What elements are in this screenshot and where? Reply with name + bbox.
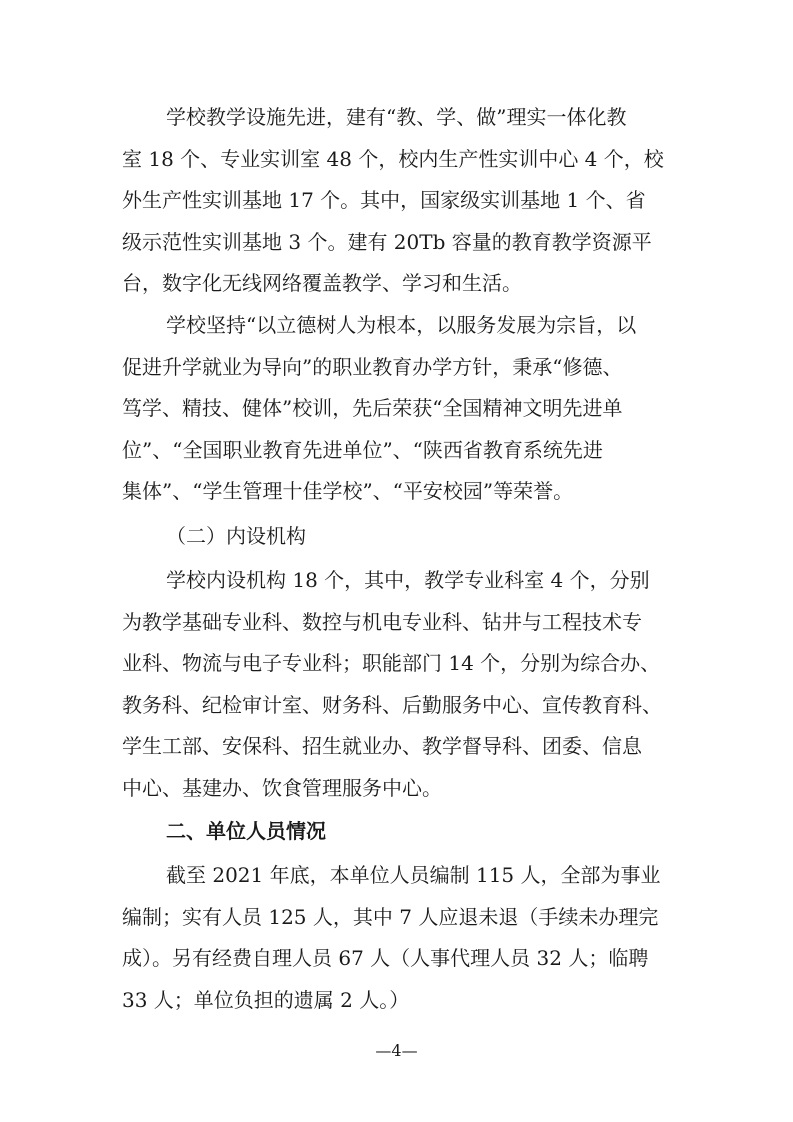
page-number: —4— xyxy=(375,1041,418,1060)
paragraph-organization xyxy=(122,560,682,809)
section-heading-internal-organization: （二）内设机构 xyxy=(166,524,306,548)
text-line: 学校内设机构 18 个，其中，教学专业科室 4 个，分别 xyxy=(166,568,650,592)
text-line: 教务科、纪检审计室、财务科、后勤服务中心、宣传教育科、 xyxy=(122,692,662,717)
text-line: 中心、基建办、饮食管理服务中心。 xyxy=(122,775,442,800)
text-line: 学校坚持“以立德树人为根本，以服务发展为宗旨，以 xyxy=(166,313,637,337)
text-line: 33 人；单位负担的遗属 2 人。） xyxy=(122,987,410,1012)
text-line: 编制；实有人员 125 人，其中 7 人应退未退（手续未办理完 xyxy=(122,904,659,929)
text-line: 为教学基础专业科、数控与机电专业科、钻井与工程技术专 xyxy=(122,609,642,634)
text-line: 成）。另有经费自理人员 67 人（人事代理人员 32 人；临聘 xyxy=(122,946,649,970)
paragraph-personnel xyxy=(122,855,682,1021)
text-line: 室 18 个、专业实训室 48 个，校内生产性实训中心 4 个，校 xyxy=(122,146,664,171)
paragraph-philosophy xyxy=(122,305,682,513)
text-line: 集体”、“学生管理十佳学校”、“平安校园”等荣誉。 xyxy=(122,479,574,503)
text-line: 外生产性实训基地 17 个。其中，国家级实训基地 1 个、省 xyxy=(122,188,646,212)
text-line: 促进升学就业为导向”的职业教育办学方针，秉承“修德、 xyxy=(122,354,623,379)
text-line: 业科、物流与电子专业科；职能部门 14 个，分别为综合办、 xyxy=(122,651,661,675)
text-line: 级示范性实训基地 3 个。建有 20Tb 容量的教育教学资源平 xyxy=(122,229,652,254)
text-line: 台，数字化无线网络覆盖教学、学习和生活。 xyxy=(122,271,522,295)
paragraph-facilities xyxy=(122,97,682,305)
text-line: 笃学、精技、健体”校训，先后荣获“全国精神文明先进单 xyxy=(122,396,623,420)
text-line: 位”、“全国职业教育先进单位”、“陕西省教育系统先进 xyxy=(122,437,603,462)
text-line: 截至 2021 年底，本单位人员编制 115 人，全部为事业 xyxy=(166,863,661,887)
text-line: 学生工部、安保科、招生就业办、教学督导科、团委、信息 xyxy=(122,734,642,758)
text-line: 学校教学设施先进，建有“教、学、做”理实一体化教 xyxy=(166,105,627,129)
section-heading-personnel: 二、单位人员情况 xyxy=(166,819,326,843)
